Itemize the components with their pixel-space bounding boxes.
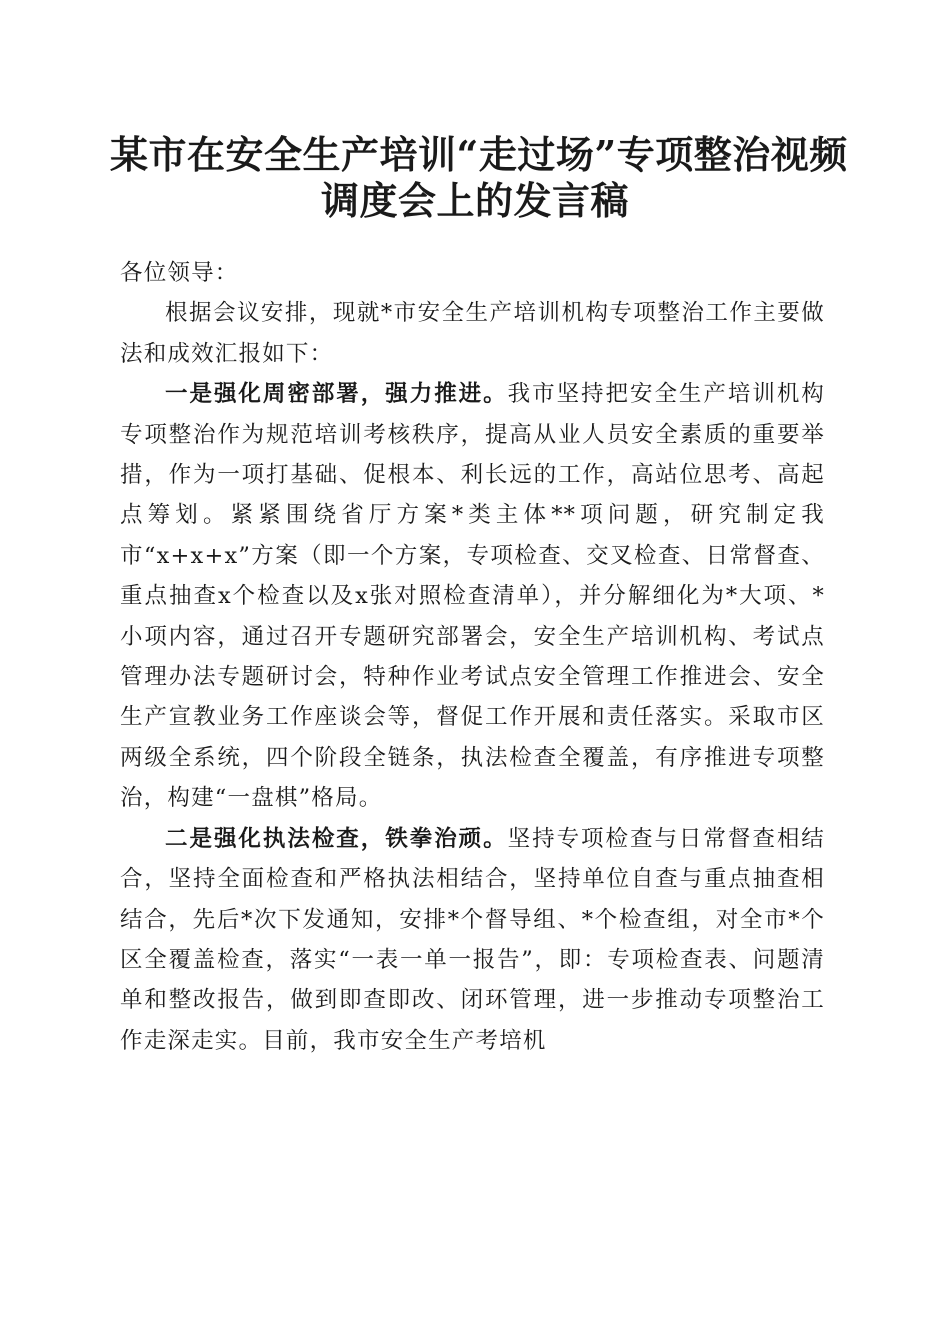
section-1-paragraph [120,374,825,818]
document-title [110,132,848,224]
intro-paragraph: 根据会议安排，现就*市安全生产培训机构专项整治工作主要做法和成效汇报如下： [120,300,825,367]
salutation: 各位领导： [120,260,239,286]
section-1-lead: 一是强化周密部署，强力推进。 [165,381,508,408]
section-1-text: 我市坚持把安全生产培训机构专项整治作为规范培训考核秩序，提高从业人员安全素质的重要举措，作为一项打基础、促根本、利长远的工作，高站位思考、高起点筹划。紧紧围绕省厅方案*类主体**项问题，研究制定我市“x+x+x”方案（即一个方案，专项检查、交叉检查、日常督查、重点抽查x个检查以及x张对照检查清单），并分解细化为*大项、*小项内容，通过召开专题研究部署会，安全生产培训机构、考试点管理办法专题研讨会，特种作业考试点安全管理工作推进会、安全生产宣教业务工作座谈会等，督促工作开展和责任落实。采取市区两级全系统，四个阶段全链条，执法检查全覆盖，有序推进专项整治，构建“一盘棋”格局。 [120,381,825,812]
section-2-paragraph [120,819,825,1061]
section-2-text: 坚持专项检查与日常督查相结合，坚持全面检查和严格执法相结合，坚持单位自查与重点抽查相结合，先后*次下发通知，安排*个督导组、*个检查组，对全市*个区全覆盖检查，落实“一表一单一报告”，即：专项检查表、问题清单和整改报告，做到即查即改、闭环管理，进一步推动专项整治工作走深走实。目前，我市安全生产考培机 [120,825,825,1054]
document-body [120,253,825,1061]
document-title-line-1: 某市在安全生产培训“走过场”专项整治视频 [110,132,848,177]
document-title-line-2: 调度会上的发言稿 [320,178,629,223]
section-2-lead: 二是强化执法检查，铁拳治顽。 [165,825,508,852]
